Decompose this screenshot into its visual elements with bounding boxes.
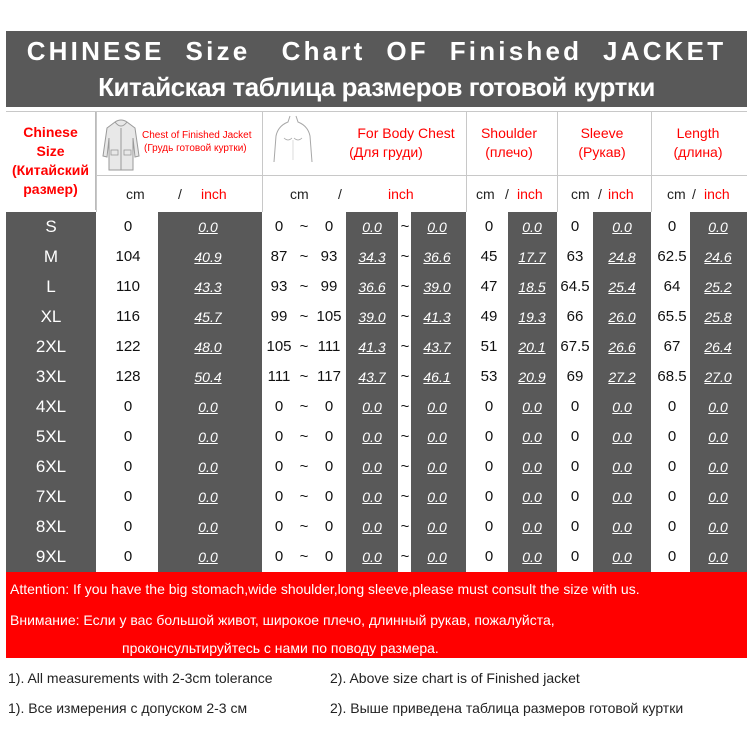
header-divider-top xyxy=(6,111,747,112)
cell-chest-inch: 0.0 xyxy=(198,519,218,535)
attention-ru-1: Внимание: Если у вас большой живот, широкое плечо, длинный рукав, пожалуйста, xyxy=(10,612,555,628)
unit-inch-body: inch xyxy=(388,186,414,202)
cell-size: L xyxy=(46,277,56,296)
cell-length-inch: 26.4 xyxy=(704,339,732,355)
header-size-ru-2: размер) xyxy=(23,181,78,197)
cell-body-max-cm: 105 xyxy=(316,308,342,325)
cell-length-cm: 67 xyxy=(663,338,681,355)
cell-shoulder-inch: 18.5 xyxy=(518,279,546,295)
unit-inch-sleeve: inch xyxy=(608,186,634,202)
cell-shoulder-cm: 45 xyxy=(480,248,498,265)
cell-body-min-inch: 0.0 xyxy=(362,219,382,235)
cell-body-range-symbol: ~ xyxy=(299,488,309,505)
cell-body-min-cm: 0 xyxy=(274,458,284,475)
header-sleeve-en: Sleeve xyxy=(580,125,624,141)
cell-length-inch: 0.0 xyxy=(708,519,728,535)
cell-sleeve-inch: 0.0 xyxy=(612,429,632,445)
cell-chest-inch: 0.0 xyxy=(198,459,218,475)
unit-inch-length: inch xyxy=(704,186,730,202)
cell-shoulder-cm: 49 xyxy=(480,308,498,325)
cell-length-inch: 0.0 xyxy=(708,219,728,235)
cell-size: 5XL xyxy=(35,427,67,446)
cell-body-inch-range-symbol: ~ xyxy=(400,218,410,235)
notes-section xyxy=(6,658,747,746)
cell-shoulder-cm: 0 xyxy=(484,518,494,535)
cell-shoulder-cm: 0 xyxy=(484,428,494,445)
unit-cm-chest: cm xyxy=(126,186,145,202)
cell-length-inch: 0.0 xyxy=(708,399,728,415)
cell-body-range-symbol: ~ xyxy=(299,428,309,445)
cell-chest-cm: 0 xyxy=(123,548,133,565)
cell-body-max-cm: 93 xyxy=(320,248,338,265)
cell-shoulder-cm: 47 xyxy=(480,278,498,295)
unit-cm-body: cm xyxy=(290,186,309,202)
cell-body-inch-range-symbol: ~ xyxy=(400,548,410,565)
cell-body-min-cm: 93 xyxy=(270,278,288,295)
attention-en: Attention: If you have the big stomach,wide shoulder,long sleeve,please must consult the size with us. xyxy=(10,581,640,597)
header-chest-finished-en: Chest of Finished Jacket xyxy=(142,130,252,141)
header-length-ru: (длина) xyxy=(673,144,723,160)
header-body-chest-en: For Body Chest xyxy=(357,125,455,141)
header-chest-finished-ru: (Грудь готовой куртки) xyxy=(144,143,247,154)
cell-sleeve-cm: 64.5 xyxy=(560,278,590,295)
cell-sleeve-inch: 26.0 xyxy=(608,309,636,325)
cell-body-range-symbol: ~ xyxy=(299,518,309,535)
cell-body-max-cm: 117 xyxy=(317,368,341,385)
cell-chest-inch: 50.4 xyxy=(194,369,222,385)
cell-size: 3XL xyxy=(35,367,67,386)
cell-body-inch-range-symbol: ~ xyxy=(400,278,410,295)
header-col-divider-5 xyxy=(651,112,652,212)
cell-body-range-symbol: ~ xyxy=(299,548,309,565)
cell-chest-cm: 0 xyxy=(123,518,133,535)
cell-body-range-symbol: ~ xyxy=(299,368,309,385)
cell-size: XL xyxy=(40,307,62,326)
cell-sleeve-inch: 26.6 xyxy=(608,339,636,355)
cell-body-max-inch: 41.3 xyxy=(423,309,451,325)
cell-length-inch: 0.0 xyxy=(708,429,728,445)
header-col-divider-1 xyxy=(96,112,97,212)
cell-chest-cm: 128 xyxy=(115,368,141,385)
cell-chest-cm: 0 xyxy=(123,398,133,415)
cell-sleeve-cm: 69 xyxy=(566,368,584,385)
cell-body-max-cm: 0 xyxy=(324,488,334,505)
cell-body-inch-range-symbol: ~ xyxy=(400,398,410,415)
header-shoulder-ru: (плечо) xyxy=(485,144,533,160)
unit-inch-shoulder: inch xyxy=(517,186,543,202)
cell-body-min-cm: 0 xyxy=(274,428,284,445)
cell-sleeve-inch: 24.8 xyxy=(608,249,636,265)
unit-cm-shoulder: cm xyxy=(476,186,495,202)
cell-size: 8XL xyxy=(35,517,67,536)
cell-chest-inch: 45.7 xyxy=(194,309,222,325)
cell-length-inch: 24.6 xyxy=(704,249,732,265)
jacket-icon xyxy=(101,116,141,174)
header-col-divider-2 xyxy=(262,112,263,212)
cell-length-inch: 25.8 xyxy=(704,309,732,325)
header-body-chest-ru: (Для груди) xyxy=(349,144,423,160)
unit-cm-sleeve: cm xyxy=(571,186,590,202)
cell-size: 6XL xyxy=(35,457,67,476)
header-col-divider-4 xyxy=(557,112,558,212)
header-size-en-1: Chinese xyxy=(23,124,78,140)
cell-shoulder-cm: 0 xyxy=(484,458,494,475)
unit-sep-shoulder: / xyxy=(505,186,509,202)
cell-chest-cm: 0 xyxy=(123,458,133,475)
cell-shoulder-cm: 0 xyxy=(484,398,494,415)
cell-shoulder-cm: 0 xyxy=(484,488,494,505)
cell-length-cm: 0 xyxy=(667,398,677,415)
cell-size: S xyxy=(45,217,57,236)
cell-sleeve-inch: 0.0 xyxy=(612,549,632,565)
cell-shoulder-inch: 19.3 xyxy=(518,309,546,325)
cell-body-max-inch: 0.0 xyxy=(427,489,447,505)
cell-chest-cm: 110 xyxy=(116,278,140,295)
cell-body-max-inch: 0.0 xyxy=(427,549,447,565)
cell-length-inch: 25.2 xyxy=(704,279,732,295)
cell-length-cm: 62.5 xyxy=(657,248,687,265)
cell-body-range-symbol: ~ xyxy=(299,278,309,295)
cell-body-min-inch: 0.0 xyxy=(362,399,382,415)
cell-body-min-inch: 36.6 xyxy=(358,279,386,295)
cell-body-max-inch: 39.0 xyxy=(423,279,451,295)
cell-body-min-cm: 111 xyxy=(267,368,291,385)
cell-body-max-inch: 0.0 xyxy=(427,459,447,475)
cell-shoulder-cm: 51 xyxy=(480,338,498,355)
cell-chest-cm: 0 xyxy=(123,428,133,445)
cell-sleeve-cm: 67.5 xyxy=(560,338,590,355)
cell-sleeve-cm: 0 xyxy=(570,218,580,235)
header-divider-mid xyxy=(96,175,747,176)
attention-ru-2: проконсультируйтесь с нами по поводу размера. xyxy=(122,640,439,656)
cell-body-max-inch: 43.7 xyxy=(423,339,451,355)
cell-chest-inch: 0.0 xyxy=(198,219,218,235)
cell-body-range-symbol: ~ xyxy=(299,338,309,355)
cell-chest-cm: 122 xyxy=(115,338,141,355)
cell-chest-inch: 40.9 xyxy=(194,249,222,265)
unit-sep-chest: / xyxy=(178,186,182,202)
unit-cm-length: cm xyxy=(667,186,686,202)
cell-length-cm: 0 xyxy=(667,458,677,475)
cell-length-cm: 65.5 xyxy=(657,308,687,325)
cell-shoulder-inch: 20.1 xyxy=(518,339,546,355)
cell-body-max-inch: 0.0 xyxy=(427,519,447,535)
cell-length-cm: 0 xyxy=(667,428,677,445)
cell-body-min-cm: 0 xyxy=(274,548,284,565)
cell-body-max-inch: 46.1 xyxy=(423,369,451,385)
cell-length-cm: 64 xyxy=(663,278,681,295)
cell-sleeve-cm: 0 xyxy=(570,488,580,505)
cell-chest-cm: 0 xyxy=(123,488,133,505)
cell-body-max-inch: 36.6 xyxy=(423,249,451,265)
header-length-en: Length xyxy=(676,125,720,141)
cell-body-max-inch: 0.0 xyxy=(427,219,447,235)
cell-body-min-cm: 0 xyxy=(274,398,284,415)
cell-body-min-inch: 0.0 xyxy=(362,459,382,475)
cell-length-cm: 0 xyxy=(667,218,677,235)
note-1-en: 1). All measurements with 2-3cm tolerance xyxy=(8,670,273,686)
cell-chest-inch: 48.0 xyxy=(194,339,222,355)
cell-body-inch-range-symbol: ~ xyxy=(400,518,410,535)
title-russian: Китайская таблица размеров готовой куртки xyxy=(98,72,655,102)
cell-body-min-inch: 41.3 xyxy=(358,339,386,355)
cell-size: 9XL xyxy=(35,547,67,566)
cell-body-range-symbol: ~ xyxy=(299,248,309,265)
cell-length-cm: 0 xyxy=(667,518,677,535)
cell-size: M xyxy=(43,247,59,266)
cell-sleeve-cm: 0 xyxy=(570,458,580,475)
header-col-divider-3 xyxy=(466,112,467,212)
cell-sleeve-cm: 0 xyxy=(570,548,580,565)
cell-chest-inch: 0.0 xyxy=(198,429,218,445)
cell-shoulder-inch: 0.0 xyxy=(522,489,542,505)
cell-sleeve-cm: 63 xyxy=(566,248,584,265)
header-size-en-2: Size xyxy=(36,143,65,159)
header-size-label xyxy=(6,112,96,210)
cell-body-min-cm: 99 xyxy=(270,308,288,325)
cell-shoulder-inch: 0.0 xyxy=(522,519,542,535)
cell-body-range-symbol: ~ xyxy=(299,218,309,235)
cell-body-min-inch: 39.0 xyxy=(358,309,386,325)
cell-body-inch-range-symbol: ~ xyxy=(400,338,410,355)
cell-sleeve-inch: 0.0 xyxy=(612,399,632,415)
cell-chest-inch: 0.0 xyxy=(198,489,218,505)
note-2-ru: 2). Выше приведена таблица размеров готовой куртки xyxy=(330,700,684,716)
cell-body-min-cm: 0 xyxy=(274,488,284,505)
unit-sep-length: / xyxy=(692,186,696,202)
cell-body-max-cm: 99 xyxy=(320,278,338,295)
cell-chest-cm: 104 xyxy=(115,248,141,265)
cell-length-cm: 0 xyxy=(667,488,677,505)
cell-shoulder-cm: 0 xyxy=(484,548,494,565)
cell-shoulder-inch: 0.0 xyxy=(522,399,542,415)
cell-shoulder-inch: 20.9 xyxy=(518,369,546,385)
cell-body-min-cm: 0 xyxy=(274,218,284,235)
cell-sleeve-cm: 0 xyxy=(570,428,580,445)
cell-sleeve-cm: 0 xyxy=(570,398,580,415)
cell-shoulder-inch: 0.0 xyxy=(522,459,542,475)
cell-body-inch-range-symbol: ~ xyxy=(400,428,410,445)
cell-length-inch: 27.0 xyxy=(704,369,732,385)
cell-shoulder-inch: 0.0 xyxy=(522,549,542,565)
cell-size: 7XL xyxy=(35,487,67,506)
cell-shoulder-inch: 0.0 xyxy=(522,429,542,445)
unit-inch-chest: inch xyxy=(201,186,227,202)
cell-chest-cm: 0 xyxy=(123,218,133,235)
header-shoulder-en: Shoulder xyxy=(480,125,538,141)
cell-body-max-inch: 0.0 xyxy=(427,429,447,445)
note-2-en: 2). Above size chart is of Finished jacket xyxy=(330,670,580,686)
cell-body-min-inch: 0.0 xyxy=(362,549,382,565)
cell-size: 4XL xyxy=(35,397,67,416)
title-banner xyxy=(6,31,747,107)
body-outline-icon xyxy=(270,114,316,164)
cell-chest-inch: 0.0 xyxy=(198,549,218,565)
cell-shoulder-inch: 17.7 xyxy=(518,249,546,265)
cell-body-min-inch: 0.0 xyxy=(362,519,382,535)
cell-body-max-cm: 111 xyxy=(317,338,341,355)
cell-body-inch-range-symbol: ~ xyxy=(400,458,410,475)
title-english: CHINESE Size Chart OF Finished JACKET xyxy=(26,36,727,66)
cell-body-max-cm: 0 xyxy=(324,218,334,235)
note-1-ru: 1). Все измерения с допуском 2-3 см xyxy=(8,700,248,716)
attention-banner xyxy=(6,572,747,658)
cell-body-min-cm: 0 xyxy=(274,518,284,535)
cell-size: 2XL xyxy=(35,337,67,356)
cell-shoulder-inch: 0.0 xyxy=(522,219,542,235)
cell-body-min-inch: 0.0 xyxy=(362,429,382,445)
cell-body-inch-range-symbol: ~ xyxy=(400,308,410,325)
header-size-ru-1: (Китайский xyxy=(11,162,90,178)
cell-body-min-cm: 87 xyxy=(270,248,288,265)
cell-chest-cm: 116 xyxy=(116,308,140,325)
cell-body-range-symbol: ~ xyxy=(299,398,309,415)
cell-sleeve-inch: 0.0 xyxy=(612,519,632,535)
cell-length-inch: 0.0 xyxy=(708,489,728,505)
cell-body-min-inch: 0.0 xyxy=(362,489,382,505)
cell-shoulder-cm: 53 xyxy=(480,368,498,385)
cell-shoulder-cm: 0 xyxy=(484,218,494,235)
cell-body-min-cm: 105 xyxy=(266,338,292,355)
cell-body-max-cm: 0 xyxy=(324,458,334,475)
cell-body-min-inch: 43.7 xyxy=(358,369,386,385)
cell-body-max-inch: 0.0 xyxy=(427,399,447,415)
unit-sep-sleeve: / xyxy=(598,186,602,202)
cell-sleeve-inch: 27.2 xyxy=(608,369,636,385)
cell-body-max-cm: 0 xyxy=(324,428,334,445)
cell-sleeve-inch: 0.0 xyxy=(612,489,632,505)
cell-sleeve-cm: 0 xyxy=(570,518,580,535)
cell-body-inch-range-symbol: ~ xyxy=(400,248,410,265)
cell-body-inch-range-symbol: ~ xyxy=(400,368,410,385)
cell-body-inch-range-symbol: ~ xyxy=(400,488,410,505)
cell-body-range-symbol: ~ xyxy=(299,458,309,475)
cell-sleeve-inch: 0.0 xyxy=(612,219,632,235)
cell-chest-inch: 43.3 xyxy=(194,279,222,295)
cell-body-max-cm: 0 xyxy=(324,518,334,535)
cell-sleeve-inch: 25.4 xyxy=(608,279,636,295)
cell-body-range-symbol: ~ xyxy=(299,308,309,325)
cell-body-min-inch: 34.3 xyxy=(358,249,386,265)
cell-length-inch: 0.0 xyxy=(708,549,728,565)
cell-sleeve-cm: 66 xyxy=(566,308,584,325)
unit-sep-body: / xyxy=(338,186,342,202)
cell-length-inch: 0.0 xyxy=(708,459,728,475)
cell-body-max-cm: 0 xyxy=(324,548,334,565)
cell-length-cm: 0 xyxy=(667,548,677,565)
cell-sleeve-inch: 0.0 xyxy=(612,459,632,475)
cell-length-cm: 68.5 xyxy=(657,368,687,385)
header-sleeve-ru: (Рукав) xyxy=(578,144,626,160)
cell-chest-inch: 0.0 xyxy=(198,399,218,415)
cell-body-max-cm: 0 xyxy=(324,398,334,415)
